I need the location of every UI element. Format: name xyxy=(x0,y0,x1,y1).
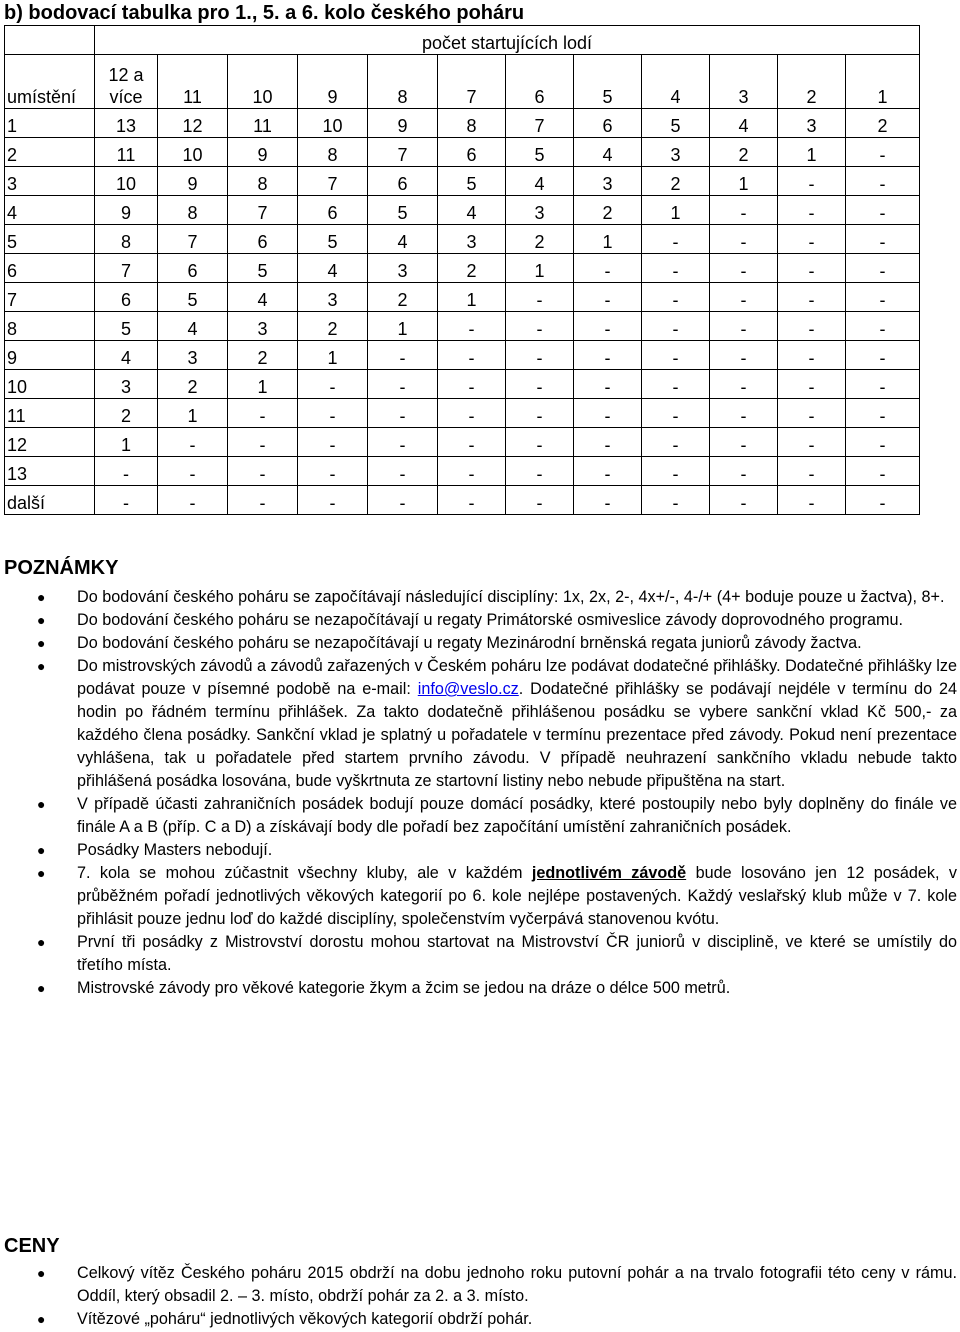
points-cell: - xyxy=(642,225,710,254)
points-cell: - xyxy=(778,428,846,457)
points-cell: 2 xyxy=(710,138,778,167)
points-cell: - xyxy=(778,312,846,341)
placement-cell: 6 xyxy=(5,254,95,283)
list-item: ● Do bodování českého poháru se nezapočítávají u regaty Primátorské osmiveslice závody doprovodného programu. xyxy=(0,609,960,632)
points-cell: - xyxy=(710,399,778,428)
points-cell: - xyxy=(846,167,920,196)
points-cell: 3 xyxy=(778,109,846,138)
points-cell: 6 xyxy=(95,283,158,312)
points-cell: - xyxy=(506,457,574,486)
list-item: ● Celkový vítěz Českého poháru 2015 obdrží na dobu jednoho roku putovní pohár a na trvalo fotografii této ceny v rámu. Oddíl, který obsadil 2. – 3. místo, obdrží pohár za 2. a 3. místo. xyxy=(37,1264,957,1305)
points-cell: - xyxy=(778,167,846,196)
points-cell: 4 xyxy=(95,341,158,370)
points-cell: - xyxy=(778,399,846,428)
points-cell: - xyxy=(642,341,710,370)
placement-cell: 12 xyxy=(5,428,95,457)
points-cell: - xyxy=(574,428,642,457)
points-cell: - xyxy=(298,428,368,457)
points-cell: 1 xyxy=(642,196,710,225)
points-cell: - xyxy=(228,457,298,486)
points-cell: - xyxy=(506,370,574,399)
points-cell: - xyxy=(778,370,846,399)
column-header: 8 xyxy=(368,55,438,109)
placement-cell: 10 xyxy=(5,370,95,399)
column-header: 4 xyxy=(642,55,710,109)
placement-cell: 5 xyxy=(5,225,95,254)
points-cell: - xyxy=(710,370,778,399)
points-cell: - xyxy=(438,399,506,428)
points-cell: 2 xyxy=(158,370,228,399)
points-cell: 7 xyxy=(95,254,158,283)
points-cell: 9 xyxy=(228,138,298,167)
table-super-header-row xyxy=(5,26,920,55)
list-item: ● Vítězové „poháru“ jednotlivých věkových kategorií obdrží pohár. xyxy=(0,1308,960,1331)
points-cell: - xyxy=(642,312,710,341)
points-cell: - xyxy=(298,399,368,428)
placement-header: umístění xyxy=(5,55,95,109)
points-cell: 3 xyxy=(95,370,158,399)
points-cell: 10 xyxy=(298,109,368,138)
points-cell: 2 xyxy=(574,196,642,225)
points-cell: 6 xyxy=(298,196,368,225)
points-cell: - xyxy=(574,486,642,515)
points-cell: - xyxy=(438,312,506,341)
points-cell: - xyxy=(642,399,710,428)
points-cell: 7 xyxy=(158,225,228,254)
table-row xyxy=(5,167,920,196)
points-cell: - xyxy=(438,341,506,370)
points-cell: - xyxy=(642,457,710,486)
points-cell: 1 xyxy=(710,167,778,196)
table-row xyxy=(5,312,920,341)
points-cell: - xyxy=(710,341,778,370)
list-item: ● Mistrovské závody pro věkové kategorie žkym a žcim se jedou na dráze o délce 500 metrů. xyxy=(0,977,960,1000)
points-cell: 11 xyxy=(95,138,158,167)
points-cell: 2 xyxy=(438,254,506,283)
column-header: 2 xyxy=(778,55,846,109)
points-cell: 1 xyxy=(95,428,158,457)
table-row xyxy=(5,428,920,457)
points-cell: - xyxy=(438,428,506,457)
points-cell: 4 xyxy=(438,196,506,225)
points-cell: 3 xyxy=(574,167,642,196)
points-cell: - xyxy=(368,486,438,515)
table-row xyxy=(5,457,920,486)
table-row xyxy=(5,196,920,225)
points-cell: 3 xyxy=(158,341,228,370)
points-cell: - xyxy=(846,457,920,486)
points-cell: 1 xyxy=(368,312,438,341)
bullet-icon: ● xyxy=(37,934,46,950)
email-link[interactable]: info@veslo.cz xyxy=(417,680,519,698)
table-row xyxy=(5,138,920,167)
points-cell: 5 xyxy=(438,167,506,196)
points-cell: - xyxy=(158,486,228,515)
points-cell: 4 xyxy=(298,254,368,283)
placement-cell: 4 xyxy=(5,196,95,225)
points-cell: - xyxy=(710,457,778,486)
points-cell: - xyxy=(846,341,920,370)
points-cell: - xyxy=(298,457,368,486)
points-cell: - xyxy=(846,370,920,399)
points-cell: - xyxy=(506,399,574,428)
column-header-12-plus xyxy=(95,55,158,109)
points-cell: 13 xyxy=(95,109,158,138)
points-cell: 7 xyxy=(298,167,368,196)
points-cell: 1 xyxy=(778,138,846,167)
points-cell: 8 xyxy=(438,109,506,138)
points-cell: - xyxy=(778,486,846,515)
points-cell: 7 xyxy=(506,109,574,138)
table-row xyxy=(5,341,920,370)
points-cell: - xyxy=(710,283,778,312)
table-row xyxy=(5,109,920,138)
bullet-icon: ● xyxy=(37,612,46,628)
column-header: 7 xyxy=(438,55,506,109)
list-item: ● Do bodování českého poháru se nezapočítávají u regaty Mezinárodní brněnská regata juniorů závody žactva. xyxy=(0,632,960,655)
bullet-icon: ● xyxy=(37,865,46,881)
points-cell: 3 xyxy=(228,312,298,341)
points-cell: 4 xyxy=(710,109,778,138)
points-cell: 9 xyxy=(158,167,228,196)
points-cell: 1 xyxy=(158,399,228,428)
column-header-12-plus-line1: 12 a xyxy=(108,65,144,85)
placement-cell: 9 xyxy=(5,341,95,370)
points-cell: - xyxy=(228,399,298,428)
points-cell: 5 xyxy=(228,254,298,283)
page-title: b) bodovací tabulka pro 1., 5. a 6. kolo českého poháru xyxy=(4,2,525,24)
points-cell: - xyxy=(710,225,778,254)
list-item: ● Posádky Masters nebodují. xyxy=(0,839,960,862)
prizes-heading: CENY xyxy=(4,1235,60,1257)
table-row xyxy=(5,399,920,428)
table-row xyxy=(5,283,920,312)
points-cell: - xyxy=(506,428,574,457)
points-cell: 4 xyxy=(368,225,438,254)
placement-cell: 1 xyxy=(5,109,95,138)
points-cell: - xyxy=(158,428,228,457)
points-cell: 1 xyxy=(438,283,506,312)
bullet-icon: ● xyxy=(37,1265,46,1281)
points-cell: - xyxy=(298,486,368,515)
points-cell: - xyxy=(710,486,778,515)
placement-cell: 13 xyxy=(5,457,95,486)
table-row xyxy=(5,370,920,399)
points-cell: - xyxy=(368,428,438,457)
points-cell: 4 xyxy=(228,283,298,312)
points-cell: 2 xyxy=(506,225,574,254)
points-cell: - xyxy=(158,457,228,486)
points-cell: 9 xyxy=(368,109,438,138)
points-cell: 8 xyxy=(228,167,298,196)
points-cell: - xyxy=(574,283,642,312)
placement-cell: 3 xyxy=(5,167,95,196)
scoring-table xyxy=(4,25,920,515)
points-cell: 7 xyxy=(228,196,298,225)
column-header: 5 xyxy=(574,55,642,109)
points-cell: - xyxy=(846,138,920,167)
points-cell: 3 xyxy=(368,254,438,283)
points-cell: - xyxy=(228,428,298,457)
points-cell: - xyxy=(506,312,574,341)
table-corner-cell xyxy=(5,26,95,55)
points-cell: - xyxy=(298,370,368,399)
points-cell: - xyxy=(506,486,574,515)
points-cell: 11 xyxy=(228,109,298,138)
bullet-icon: ● xyxy=(37,635,46,651)
bullet-icon: ● xyxy=(37,980,46,996)
table-row xyxy=(5,225,920,254)
notes-heading: POZNÁMKY xyxy=(4,557,119,579)
table-row xyxy=(5,486,920,515)
column-header: 3 xyxy=(710,55,778,109)
points-cell: - xyxy=(846,196,920,225)
bullet-icon: ● xyxy=(37,842,46,858)
points-cell: - xyxy=(368,341,438,370)
column-header: 9 xyxy=(298,55,368,109)
starting-boats-header: počet startujících lodí xyxy=(95,26,920,55)
points-cell: - xyxy=(778,225,846,254)
points-cell: 6 xyxy=(368,167,438,196)
underlined-term: jednotlivém závodě xyxy=(531,864,687,882)
points-cell: - xyxy=(846,428,920,457)
points-cell: 4 xyxy=(506,167,574,196)
points-cell: 2 xyxy=(95,399,158,428)
points-cell: 8 xyxy=(298,138,368,167)
points-cell: 5 xyxy=(298,225,368,254)
points-cell: - xyxy=(574,370,642,399)
bullet-icon: ● xyxy=(37,796,46,812)
notes-list xyxy=(0,586,960,1000)
points-cell: - xyxy=(642,283,710,312)
points-cell: - xyxy=(506,283,574,312)
bullet-icon: ● xyxy=(37,1311,46,1327)
points-cell: 3 xyxy=(506,196,574,225)
points-cell: - xyxy=(846,225,920,254)
points-cell: - xyxy=(95,486,158,515)
points-cell: 3 xyxy=(298,283,368,312)
prizes-list xyxy=(0,1262,960,1331)
points-cell: - xyxy=(438,370,506,399)
points-cell: - xyxy=(574,254,642,283)
points-cell: - xyxy=(778,283,846,312)
points-cell: - xyxy=(846,399,920,428)
list-item: ● Do bodování českého poháru se započítávají následující disciplíny: 1x, 2x, 2-, 4x+/-, 4-/+ (4+ boduje pouze u žactva), 8+. xyxy=(0,586,960,609)
column-header: 10 xyxy=(228,55,298,109)
points-cell: - xyxy=(642,428,710,457)
points-cell: - xyxy=(846,283,920,312)
list-item: ● V případě účasti zahraničních posádek bodují pouze domácí posádky, které postoupily nebo byly doplněny do finále ve finále A a B (příp. C a D) a získávají body dle pořadí bez započítání umístění zahraničních posádek. xyxy=(37,795,957,836)
points-cell: - xyxy=(368,457,438,486)
points-cell: - xyxy=(642,254,710,283)
points-cell: 4 xyxy=(574,138,642,167)
points-cell: 8 xyxy=(95,225,158,254)
table-row xyxy=(5,254,920,283)
points-cell: 7 xyxy=(368,138,438,167)
points-cell: - xyxy=(642,370,710,399)
points-cell: 2 xyxy=(846,109,920,138)
points-cell: - xyxy=(438,457,506,486)
column-header: 1 xyxy=(846,55,920,109)
points-cell: 6 xyxy=(228,225,298,254)
list-item: ● Do mistrovských závodů a závodů zařazených v Českém poháru lze podávat dodatečné přihlášky. Dodatečné přihlášky lze podávat pouze v písemné podobě na e-mail: info@veslo.cz. Dodatečné přihlášky se podávají nejdéle v termínu do 24 hodin po řádném termínu přihlášek. Za takto dodatečně přihlášenou posádku se vybere sankční vklad Kč 500,- za každého člena posádky. Sankční vklad je splatný u pořadatele v termínu prezentace před závody. Pokud není prezentace vyhlášena, tak u pořadatele před startem prvního závodu. V případě neuhrazení sankčního vkladu nebude takto přihlášená posádka losována, bude vyškrtnuta ze startovní listiny nebo nebude připuštěna na start. xyxy=(37,657,957,790)
points-cell: - xyxy=(710,196,778,225)
points-cell: - xyxy=(368,399,438,428)
points-cell: - xyxy=(778,341,846,370)
points-cell: - xyxy=(778,254,846,283)
column-header-12-plus-line2: více xyxy=(109,87,143,107)
points-cell: - xyxy=(846,254,920,283)
list-item: ● 7. kola se mohou zúčastnit všechny kluby, ale v každém jednotlivém závodě bude losováno jen 12 posádek, v průběžném pořadí jednotlivých věkových kategorií po 6. kole nejlépe postavených. Každý veslařský klub může v 7. kole přihlásit pouze jednu loď do každé disciplíny, společenstvím vyčerpává stanovenou kvótu. xyxy=(37,864,957,928)
points-cell: 3 xyxy=(438,225,506,254)
points-cell: 12 xyxy=(158,109,228,138)
points-cell: - xyxy=(506,341,574,370)
points-cell: 1 xyxy=(228,370,298,399)
points-cell: 1 xyxy=(298,341,368,370)
points-cell: 6 xyxy=(574,109,642,138)
points-cell: 6 xyxy=(438,138,506,167)
points-cell: - xyxy=(642,486,710,515)
points-cell: - xyxy=(574,312,642,341)
points-cell: - xyxy=(710,254,778,283)
points-cell: - xyxy=(778,196,846,225)
points-cell: 5 xyxy=(368,196,438,225)
points-cell: 5 xyxy=(158,283,228,312)
points-cell: 6 xyxy=(158,254,228,283)
placement-cell: 7 xyxy=(5,283,95,312)
points-cell: - xyxy=(228,486,298,515)
points-cell: 5 xyxy=(506,138,574,167)
points-cell: - xyxy=(574,341,642,370)
column-header: 11 xyxy=(158,55,228,109)
points-cell: 2 xyxy=(642,167,710,196)
points-cell: - xyxy=(574,457,642,486)
points-cell: 5 xyxy=(642,109,710,138)
points-cell: - xyxy=(846,312,920,341)
points-cell: - xyxy=(574,399,642,428)
table-column-header-row xyxy=(5,55,920,109)
points-cell: - xyxy=(95,457,158,486)
points-cell: - xyxy=(438,486,506,515)
placement-cell: 8 xyxy=(5,312,95,341)
points-cell: 4 xyxy=(158,312,228,341)
points-cell: 2 xyxy=(298,312,368,341)
points-cell: 8 xyxy=(158,196,228,225)
points-cell: 2 xyxy=(368,283,438,312)
points-cell: 1 xyxy=(506,254,574,283)
placement-cell: 11 xyxy=(5,399,95,428)
points-cell: 3 xyxy=(642,138,710,167)
list-item: ● První tři posádky z Mistrovství dorostu mohou startovat na Mistrovství ČR juniorů v disciplině, ve které se umístily do třetího místa. xyxy=(37,933,957,974)
points-cell: - xyxy=(710,312,778,341)
placement-cell: 2 xyxy=(5,138,95,167)
points-cell: 5 xyxy=(95,312,158,341)
points-cell: 9 xyxy=(95,196,158,225)
points-cell: 10 xyxy=(95,167,158,196)
points-cell: 2 xyxy=(228,341,298,370)
points-cell: 1 xyxy=(574,225,642,254)
points-cell: - xyxy=(710,428,778,457)
points-cell: 10 xyxy=(158,138,228,167)
bullet-icon: ● xyxy=(37,658,46,674)
points-cell: - xyxy=(846,486,920,515)
bullet-icon: ● xyxy=(37,589,46,605)
column-header: 6 xyxy=(506,55,574,109)
placement-cell: další xyxy=(5,486,95,515)
points-cell: - xyxy=(368,370,438,399)
points-cell: - xyxy=(778,457,846,486)
